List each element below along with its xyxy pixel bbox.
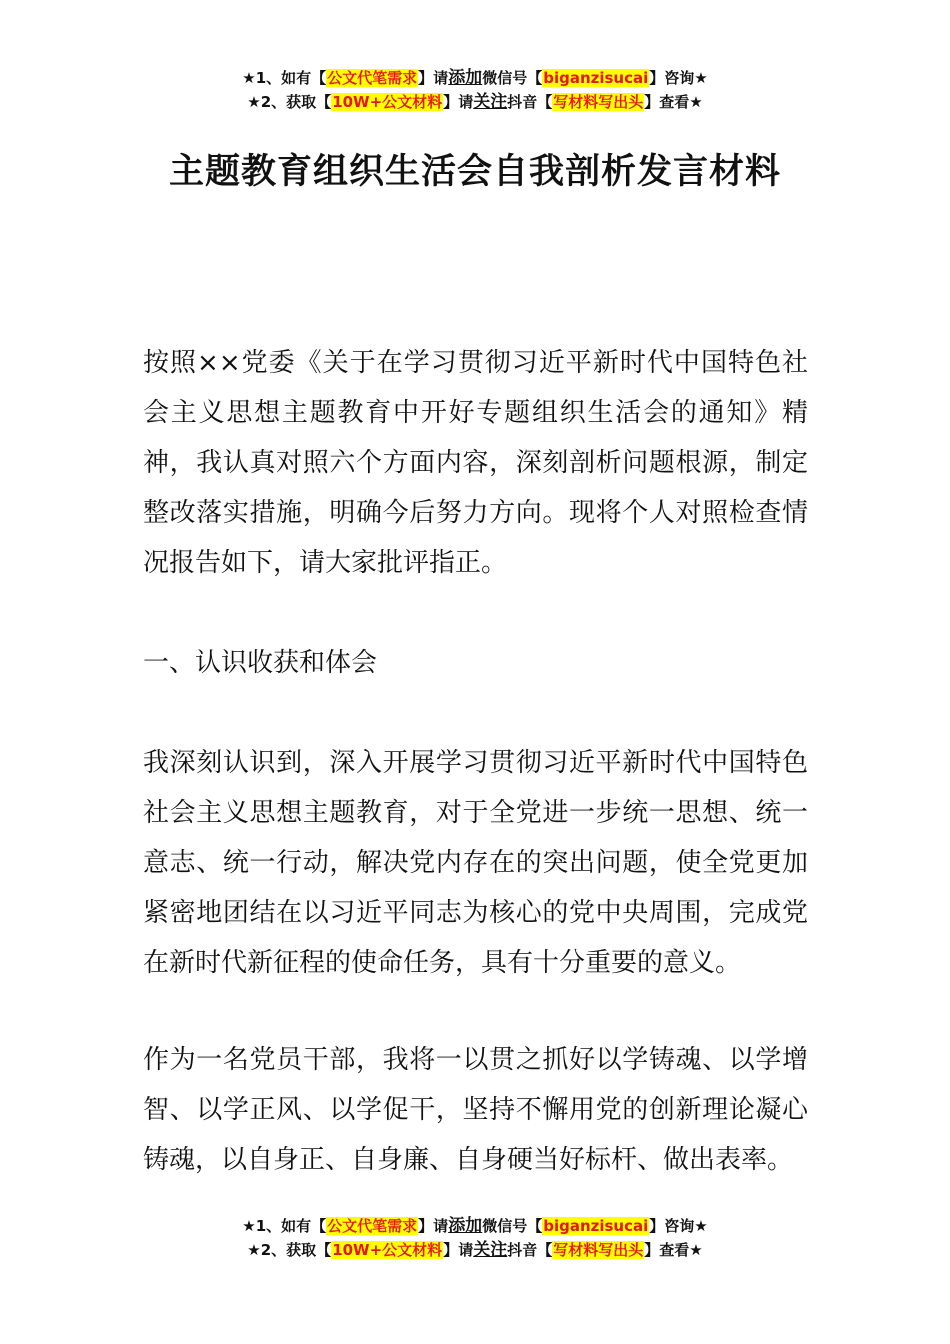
banner-highlight: 10W+公文材料 [332,93,443,111]
header-banner [0,66,950,114]
paragraph-body: 作为一名党员干部，我将一以贯之抓好以学铸魂、以学增智、以学正风、以学促干，坚持不懈用党的创新理论凝心铸魂，以自身正、自身廉、自身硬当好标杆、做出表率。 [143,1045,808,1175]
banner-text: ★1、如有【 [242,69,327,87]
banner-text: 】请 [443,1241,474,1259]
banner-line-1 [0,1214,950,1238]
banner-text: 微信号【 [482,1217,543,1235]
banner-line-1 [0,66,950,90]
banner-text: 】查看★ [644,93,703,111]
document-title: 主题教育组织生活会自我剖析发言材料 [168,152,781,192]
banner-highlight: 公文代笔需求 [327,69,418,87]
banner-text: 】查看★ [644,1241,703,1259]
banner-highlight: biganzisucai [543,1217,649,1235]
banner-text: ★2、获取【 [247,1241,332,1259]
banner-line-2 [0,90,950,114]
section-heading: 一、认识收获和体会 [143,648,378,678]
banner-text: 抖音【 [507,1241,553,1259]
banner-highlight: biganzisucai [543,69,649,87]
banner-emphasis: 关注 [473,1240,508,1260]
banner-emphasis: 添加 [448,1216,483,1236]
banner-text: 】咨询★ [649,1217,708,1235]
banner-text: 】请 [418,69,449,87]
banner-text: 微信号【 [482,69,543,87]
banner-highlight: 写材料写出头 [553,1241,644,1259]
footer-banner [0,1214,950,1262]
banner-highlight: 10W+公文材料 [332,1241,443,1259]
banner-text: 】咨询★ [649,69,708,87]
banner-text: 】请 [443,93,474,111]
paragraph-body: 我深刻认识到，深入开展学习贯彻习近平新时代中国特色社会主义思想主题教育，对于全党进一步统一思想、统一意志、统一行动，解决党内存在的突出问题，使全党更加紧密地团结在以习近平同志为核心的党中央周围，完成党在新时代新征程的使命任务，具有十分重要的意义。 [143,748,808,978]
banner-emphasis: 关注 [473,92,508,112]
banner-text: 抖音【 [507,93,553,111]
banner-highlight: 写材料写出头 [553,93,644,111]
banner-highlight: 公文代笔需求 [327,1217,418,1235]
banner-text: 】请 [418,1217,449,1235]
paragraph-intro: 按照××党委《关于在学习贯彻习近平新时代中国特色社会主义思想主题教育中开好专题组织生活会的通知》精神，我认真对照六个方面内容，深刻剖析问题根源，制定整改落实措施，明确今后努力方向。现将个人对照检查情况报告如下，请大家批评指正。 [143,348,808,578]
banner-text: ★1、如有【 [242,1217,327,1235]
banner-emphasis: 添加 [448,68,483,88]
banner-line-2 [0,1238,950,1262]
banner-text: ★2、获取【 [247,93,332,111]
